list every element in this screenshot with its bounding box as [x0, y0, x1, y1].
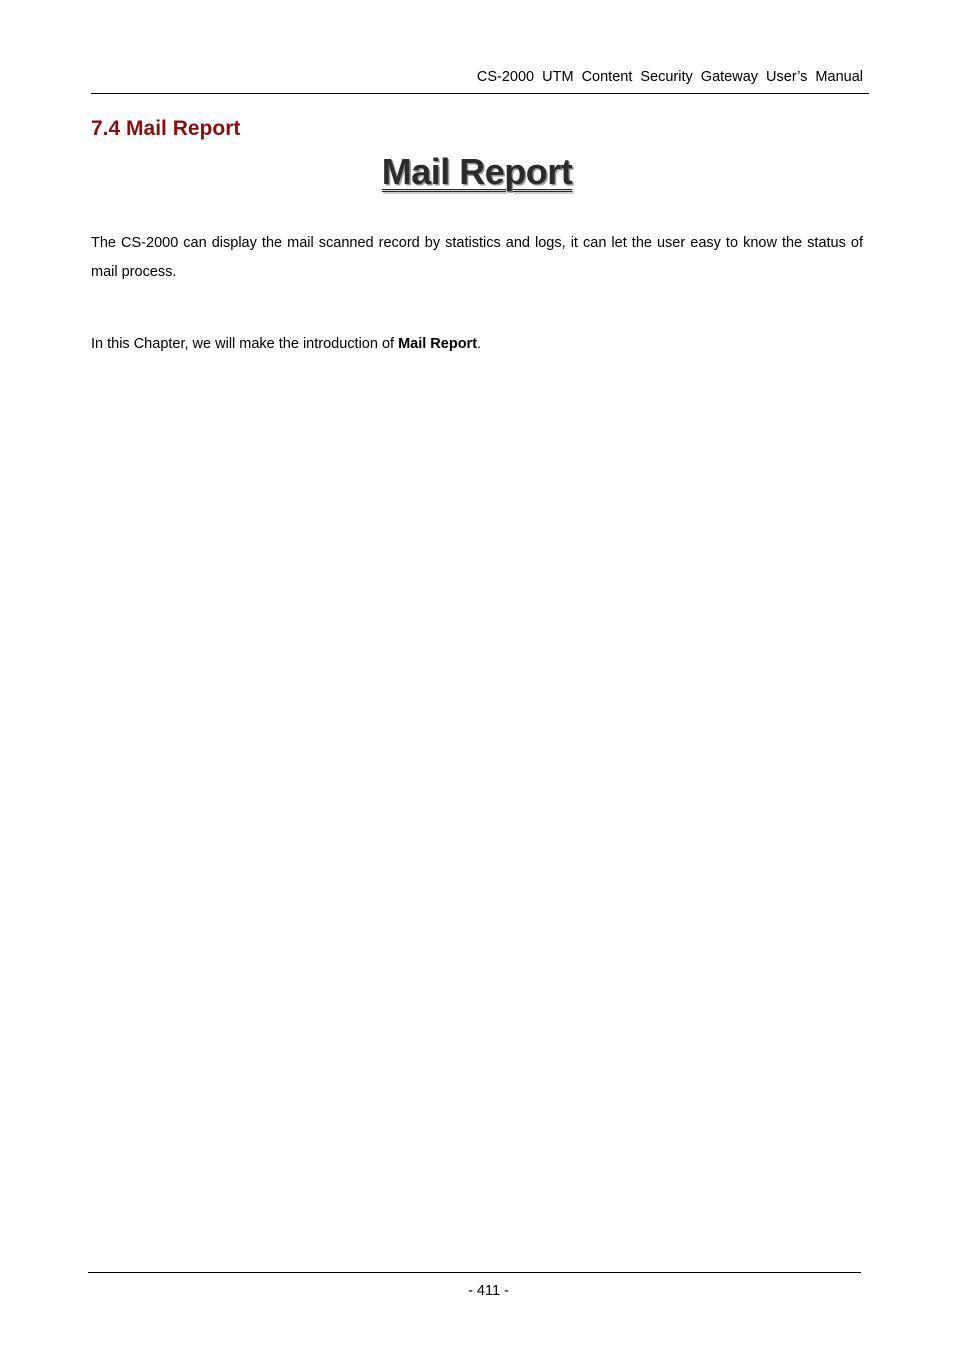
intro-paragraph: The CS-2000 can display the mail scanned record by statistics and logs, it can let the user easy to know the status of mail process.	[91, 235, 863, 280]
chapter-intro-bold: Mail Report	[398, 336, 478, 352]
chapter-title-text: Mail Report	[381, 151, 573, 192]
chapter-title	[0, 150, 954, 195]
chapter-intro-prefix: In this Chapter, we will make the introduction of	[91, 336, 399, 352]
header-rule	[91, 93, 869, 94]
page-number: - 411 -	[468, 1283, 509, 1299]
section-heading: 7.4 Mail Report	[91, 117, 241, 140]
footer-rule	[88, 1272, 861, 1273]
chapter-intro-paragraph	[91, 330, 863, 359]
chapter-intro-suffix: .	[477, 336, 482, 352]
running-header: CS-2000 UTM Content Security Gateway User’s Manual	[476, 69, 863, 85]
